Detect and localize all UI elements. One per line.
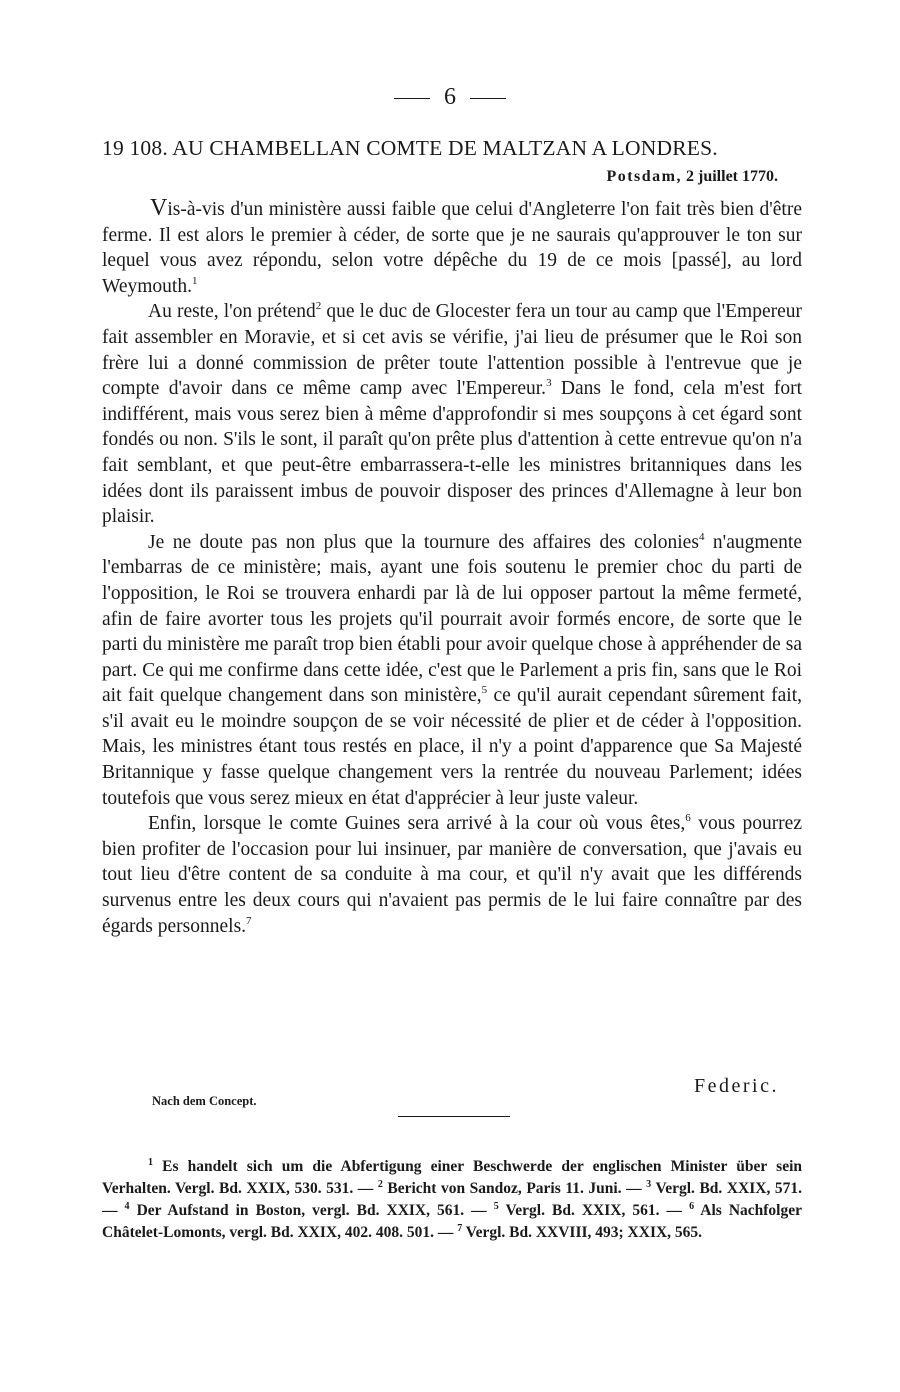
footnote-mark-7: 7 [457,1223,463,1234]
footnote-1: Es handelt sich um die Abfertigung einer Beschwerde der englischen Minister über sein Verhalten. Vergl. Bd. XXIX, 530. 531. — [102,1158,802,1197]
paragraph-3-text-b: n'augmente l'embarras de ce ministère; mais, ayant une fois soutenu le premier choc du parti de l'opposition, le Roi se trouvera enhardi par là de lui opposer partout la même fermeté, afin de faire avorter tous les projets qu'il pourrait avoir formés encore, de sorte que le parti du ministère me paraît trop bien établi pour avoir quelque chose à appréhender de sa part. Ce qui me confirme dans cette idée, c'est que le Parlement a pris fin, sans que le Roi ait fait quelque changement dans son ministère, [102,531,802,707]
paragraph-2-text-a: Au reste, l'on prétend [148,301,316,323]
paragraph-3-text-a: Je ne doute pas non plus que la tournure des affaires des colonies [148,531,699,553]
footnote-mark-2: 2 [377,1179,383,1190]
paragraph-3 [102,530,802,812]
letter-body [102,196,802,939]
dateline [606,168,778,186]
letter-heading: 19 108. AU CHAMBELLAN COMTE DE MALTZAN A LONDRES. [102,136,718,160]
footnote-ref-5: 5 [481,684,488,697]
footnote-7: Vergl. Bd. XXVIII, 493; XXIX, 565. [462,1224,703,1241]
paragraph-2-text-c: Dans le fond, cela m'est fort indifférent, mais vous serez bien à même d'approfondir si mes soupçons à cet égard sont fondés ou non. S'ils le sont, il paraît qu'on prête plus d'attention à cette entrevue qu'on n'a fait semblant, et que peut-être embarrassera-t-elle les ministres britanniques dans les idées dont ils paraissent imbus de pouvoir disposer des princes d'Allemagne à leur bon plaisir. [102,378,802,528]
footnote-mark-6: 6 [689,1201,695,1212]
footnote-6: Als Nachfolger Châtelet-Lomonts, vergl. Bd. XXIX, 402. 408. 501. — [102,1202,802,1241]
footnote-5: Vergl. Bd. XXIX, 561. — [498,1202,690,1219]
paragraph-2 [102,299,802,529]
dateline-place: Potsdam, [606,168,682,185]
footnote-ref-1: 1 [191,274,198,287]
footnote-3: Vergl. Bd. XXIX, 571. — [102,1180,802,1219]
footnote-4: Der Aufstand in Boston, vergl. Bd. XXIX, 561. — [129,1202,494,1219]
footnotes-paragraph [102,1156,802,1244]
footnotes [102,1156,802,1244]
paragraph-2-text-b: que le duc de Glocester fera un tour au camp que l'Empereur fait assembler en Moravie, et si cet avis se vérifie, j'ai lieu de présumer que le Roi son frère lui a donné commission de prêter toute l'attention possible à l'entrevue que je compte d'avoir dans ce même camp avec l'Empereur. [102,301,803,400]
footnote-ref-6: 6 [685,812,691,825]
dateline-date: 2 juillet 1770. [686,168,778,185]
footnote-mark-1: 1 [148,1157,153,1168]
paragraph-4-text-a: Enfin, lorsque le comte Guines sera arrivé à la cour où vous êtes, [148,813,686,835]
footnote-ref-7: 7 [246,914,252,927]
page-number-dash-right [470,98,506,99]
footnote-ref-4: 4 [698,530,705,543]
footnote-ref-2: 2 [315,300,322,313]
source-note: Nach dem Concept. [152,1094,257,1108]
paragraph-1-text: Vis-à-vis d'un ministère aussi faible que celui d'Angleterre l'on fait très bien d'être ferme. Il est alors le premier à céder, de sorte que je ne saurais qu'approuver le ton sur lequel vous avez répondu, selon votre dépêche du 19 de ce mois [passé], au lord Weymouth. [102,195,802,297]
footnote-mark-4: 4 [124,1201,130,1212]
paragraph-4-text-b: vous pourrez bien profiter de l'occasion pour lui insinuer, par manière de conversation, que j'avais eu tout lieu d'être content de sa conduite à ma cour, et qu'il n'y avait que les différends survenus entre les deux cours qui n'avaient pas permis de le lui faire connaître par des égards personnels. [102,813,802,937]
footnote-mark-5: 5 [493,1201,499,1212]
footnote-2: Bericht von Sandoz, Paris 11. Juni. — [382,1180,647,1197]
paragraph-4 [102,811,802,939]
footnote-divider [398,1116,510,1117]
paragraph-3-text-c: ce qu'il aurait cependant sûrement fait, s'il avait eu le moindre soupçon de se voir nécessité de plier et de céder à l'opposition. Mais, les ministres étant tous restés en place, il n'y a point d'apparence que Sa Majesté Britannique y fasse quelque changement vers la rentrée du nouveau Parlement; idées toutefois que vous serez mieux en état d'apprécier à leur juste valeur. [102,685,802,809]
footnote-mark-3: 3 [646,1179,652,1190]
footnote-ref-3: 3 [546,377,552,390]
page-number-value: 6 [444,84,456,110]
signature: Federic. [694,1075,779,1097]
page-number [0,84,900,111]
paragraph-1 [102,196,802,299]
page-number-dash-left [394,98,430,99]
